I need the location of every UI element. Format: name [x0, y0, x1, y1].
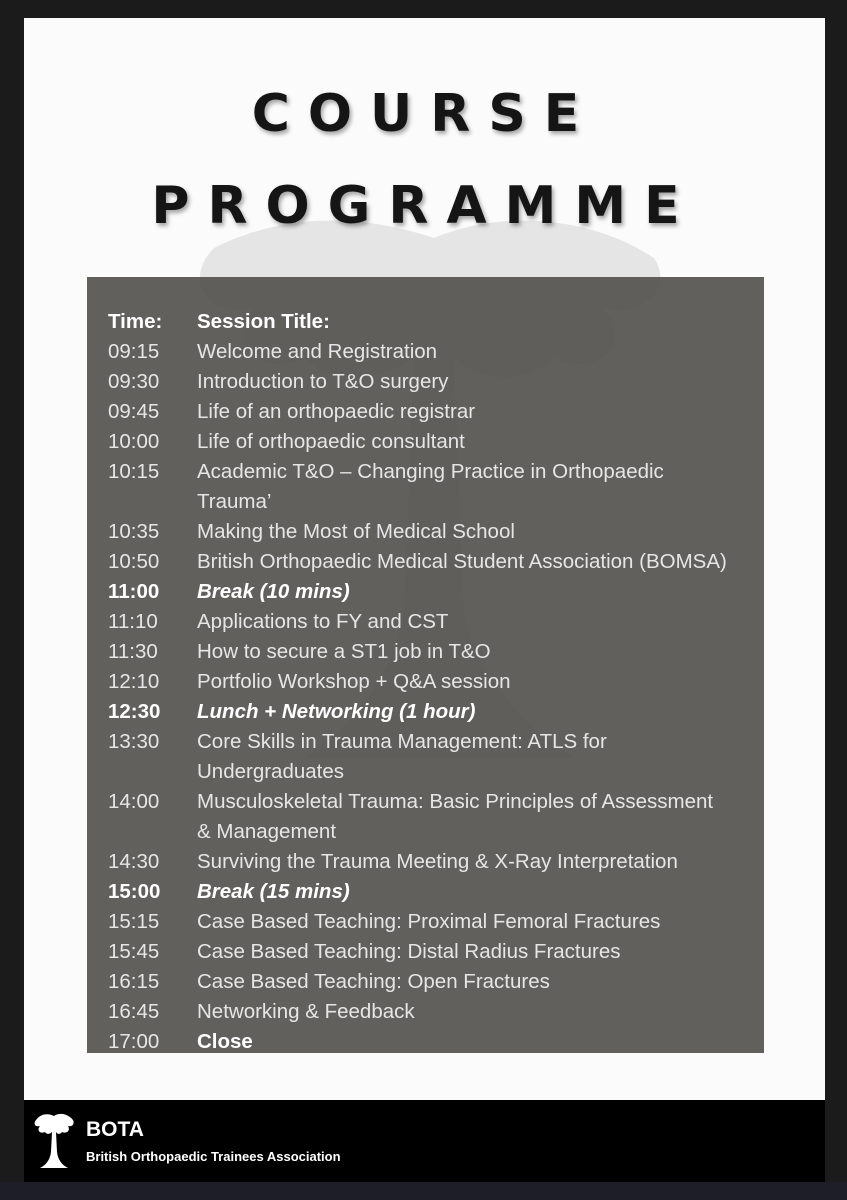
- session-time: 15:45: [108, 940, 160, 963]
- session-title: Making the Most of Medical School: [197, 520, 515, 543]
- footer-bar: [24, 1100, 825, 1182]
- session-time: 15:15: [108, 910, 160, 933]
- session-title: Close: [197, 1030, 253, 1053]
- session-time: 09:30: [108, 370, 160, 393]
- session-time: 11:00: [108, 580, 160, 603]
- session-time: 10:35: [108, 520, 160, 543]
- session-time: 14:30: [108, 850, 160, 873]
- session-time: 12:30: [108, 700, 161, 723]
- session-title: Core Skills in Trauma Management: ATLS for Undergraduates: [197, 730, 607, 783]
- session-time: 13:30: [108, 730, 160, 753]
- schedule-row: [87, 847, 764, 877]
- session-time: 09:15: [108, 340, 160, 363]
- time-column-header: Time:: [108, 310, 163, 333]
- bottom-strip: [0, 1182, 847, 1200]
- session-time: 16:45: [108, 1000, 160, 1023]
- session-title: Case Based Teaching: Distal Radius Fractures: [197, 940, 621, 963]
- schedule-row: [87, 457, 764, 517]
- session-title: Lunch + Networking (1 hour): [197, 700, 476, 723]
- session-title: Surviving the Trauma Meeting & X-Ray Interpretation: [197, 850, 678, 873]
- session-time: 12:10: [108, 670, 160, 693]
- footer-organisation-name: British Orthopaedic Trainees Association: [86, 1149, 341, 1164]
- session-time: 09:45: [108, 400, 160, 423]
- session-title: Case Based Teaching: Open Fractures: [197, 970, 550, 993]
- schedule-row: [87, 997, 764, 1027]
- session-time: 15:00: [108, 880, 161, 903]
- schedule-row: [87, 577, 764, 607]
- session-title: Networking & Feedback: [197, 1000, 415, 1023]
- session-title: Case Based Teaching: Proximal Femoral Fractures: [197, 910, 661, 933]
- schedule-row: [87, 877, 764, 907]
- title-line-2: PROGRAMME: [151, 176, 698, 236]
- schedule-row: [87, 937, 764, 967]
- schedule-row: [87, 667, 764, 697]
- footer-abbreviation: BOTA: [86, 1118, 144, 1141]
- session-title: Welcome and Registration: [197, 340, 438, 363]
- schedule-row: [87, 907, 764, 937]
- session-title: Break (15 mins): [197, 880, 350, 903]
- session-time: 11:10: [108, 610, 158, 633]
- schedule-row: [87, 1027, 764, 1057]
- schedule-row: [87, 367, 764, 397]
- schedule-row: [87, 787, 764, 847]
- session-column-header: Session Title:: [197, 310, 330, 333]
- schedule-row: [87, 727, 764, 787]
- schedule-row: [87, 397, 764, 427]
- title-line-1: COURSE: [251, 84, 598, 144]
- schedule-row: [87, 637, 764, 667]
- schedule-row: [87, 427, 764, 457]
- schedule-header-row: [87, 307, 764, 337]
- session-title: British Orthopaedic Medical Student Association (BOMSA): [197, 550, 727, 573]
- schedule-row: [87, 547, 764, 577]
- schedule-row: [87, 967, 764, 997]
- programme-page: [24, 18, 825, 1100]
- session-title: Break (10 mins): [197, 580, 350, 603]
- session-title: Introduction to T&O surgery: [197, 370, 449, 393]
- schedule-row: [87, 517, 764, 547]
- session-time: 16:15: [108, 970, 160, 993]
- session-title: Portfolio Workshop + Q&A session: [197, 670, 511, 693]
- session-title: Academic T&O – Changing Practice in Orthopaedic Trauma’: [197, 460, 664, 513]
- session-time: 11:30: [108, 640, 158, 663]
- session-time: 17:00: [108, 1030, 160, 1053]
- tree-logo-icon: [32, 1108, 76, 1172]
- session-title: Applications to FY and CST: [197, 610, 449, 633]
- session-time: 10:15: [108, 460, 160, 483]
- schedule-row: [87, 607, 764, 637]
- schedule-panel: [87, 277, 764, 1053]
- session-time: 14:00: [108, 790, 160, 813]
- session-title: Life of orthopaedic consultant: [197, 430, 465, 453]
- session-title: Life of an orthopaedic registrar: [197, 400, 476, 423]
- schedule-row: [87, 337, 764, 367]
- schedule-row: [87, 697, 764, 727]
- session-time: 10:00: [108, 430, 160, 453]
- session-title: How to secure a ST1 job in T&O: [197, 640, 491, 663]
- session-time: 10:50: [108, 550, 160, 573]
- session-title: Musculoskeletal Trauma: Basic Principles of Assessment & Management: [197, 790, 714, 843]
